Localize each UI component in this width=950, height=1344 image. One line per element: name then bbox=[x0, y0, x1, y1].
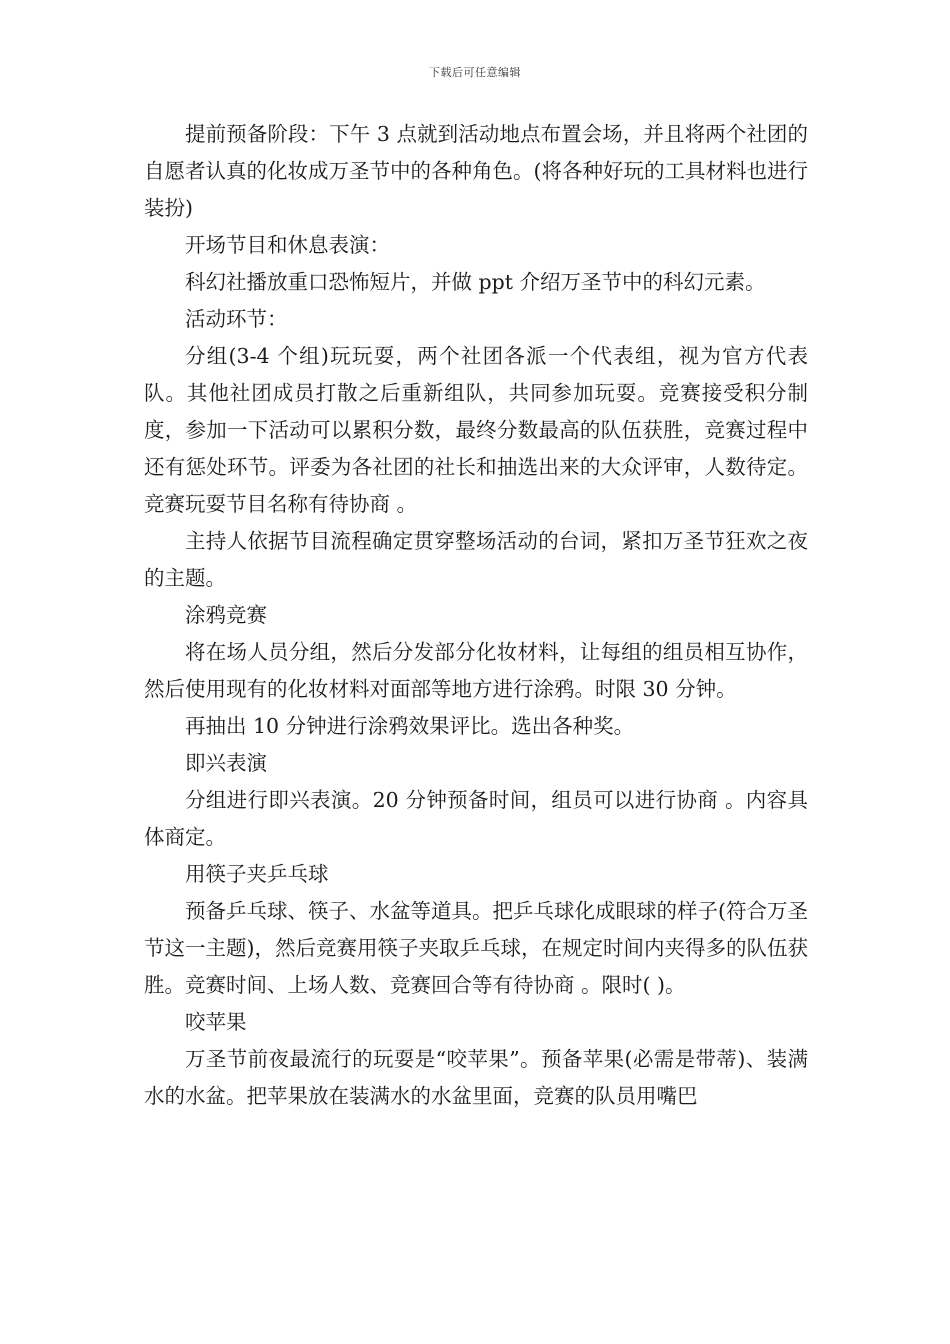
heading-graffiti-contest: 涂鸦竞赛 bbox=[185, 603, 267, 627]
paragraph-graffiti-details: 将在场人员分组，然后分发部分化妆材料，让每组的组员相互协作，然后使用现有的化妆材料对面部等地方进行涂鸦。时限 30 分钟。 bbox=[144, 640, 808, 701]
paragraph-scifi-club: 科幻社播放重口恐怖短片，并做 ppt 介绍万圣节中的科幻元素。 bbox=[185, 270, 766, 294]
paragraph-graffiti-judging: 再抽出 10 分钟进行涂鸦效果评比。选出各种奖。 bbox=[185, 714, 635, 738]
heading-opening-show: 开场节目和休息表演： bbox=[185, 233, 390, 257]
heading-activity-segment: 活动环节： bbox=[185, 307, 288, 331]
paragraph-host-script: 主持人依据节目流程确定贯穿整场活动的台词，紧扣万圣节狂欢之夜的主题。 bbox=[144, 529, 808, 590]
paragraph-improv-details: 分组进行即兴表演。20 分钟预备时间，组员可以进行协商 。内容具体商定。 bbox=[144, 788, 808, 849]
heading-chopsticks-pingpong: 用筷子夹乒乓球 bbox=[185, 862, 329, 886]
paragraph-chopsticks-details: 预备乒乓球、筷子、水盆等道具。把乒乓球化成眼球的样子(符合万圣节这一主题)，然后竞赛用筷子夹取乒乓球，在规定时间内夹得多的队伍获胜。竞赛时间、上场人数、竞赛回合等有待协商 。限时( )。 bbox=[144, 899, 808, 997]
heading-improv-show: 即兴表演 bbox=[185, 751, 267, 775]
paragraph-grouping-rules: 分组(3-4 个组)玩玩耍，两个社团各派一个代表组，视为官方代表队。其他社团成员打散之后重新组队，共同参加玩耍。竞赛接受积分制度，参加一下活动可以累积分数，最终分数最高的队伍获胜，竞赛过程中还有惩处环节。评委为各社团的社长和抽选出来的大众评审，人数待定。竞赛玩耍节目名称有待协商 。 bbox=[144, 344, 808, 516]
paragraph-bobbing-apples-details: 万圣节前夜最流行的玩耍是“咬苹果”。预备苹果(必需是带蒂)、装满水的水盆。把苹果放在装满水的水盆里面，竞赛的队员用嘴巴 bbox=[144, 1047, 808, 1108]
document-body bbox=[144, 116, 808, 1115]
paragraph-preparation: 提前预备阶段：下午 3 点就到活动地点布置会场，并且将两个社团的自愿者认真的化妆成万圣节中的各种角色。(将各种好玩的工具材料也进行装扮) bbox=[144, 122, 808, 220]
heading-bobbing-apples: 咬苹果 bbox=[185, 1010, 247, 1034]
page-header: 下载后可任意编辑 bbox=[429, 66, 521, 79]
